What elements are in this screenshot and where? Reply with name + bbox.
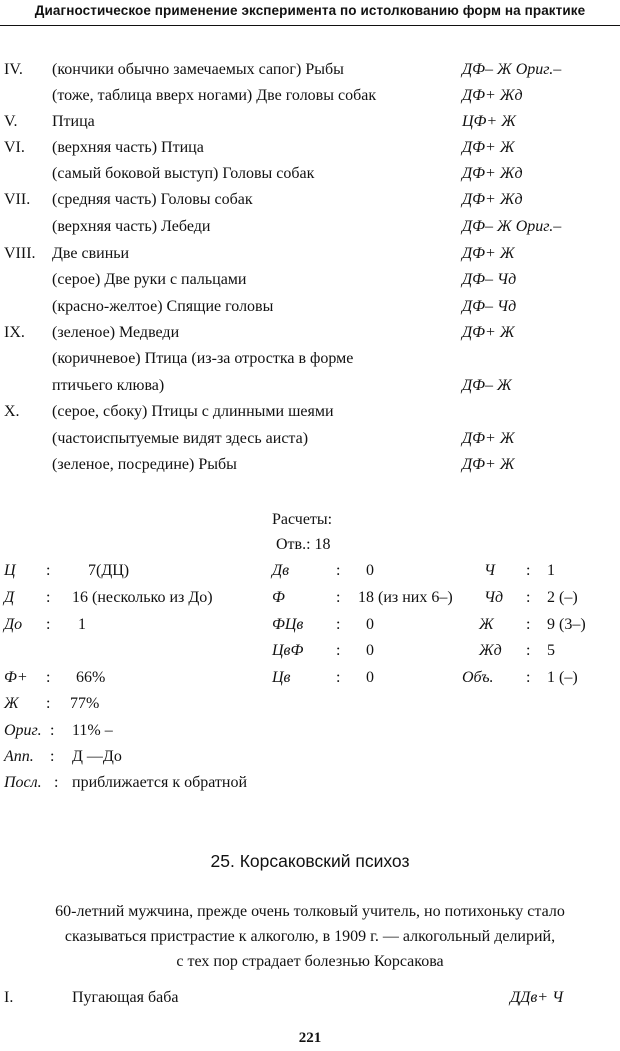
response-code: ДФ– Чд [462,271,517,288]
card-number: IX. [4,324,25,341]
section-title: 25. Корсаковский психоз [210,851,410,871]
calc-sep: : [526,562,531,579]
calc-key: Ф [272,589,285,606]
response-text: (красно-желтое) Спящие головы [52,298,274,315]
calc-key: Апп. [4,748,34,765]
calc-value: приближается к обратной [72,774,248,791]
calc-value: 77% [70,695,100,712]
case-intro-line: 60-летний мужчина, прежде очень толковый учитель, но потихоньку стало [55,903,565,920]
card-number: V. [4,113,18,130]
calc-key: Посл. [4,774,42,791]
response-code: ДДв+ Ч [510,989,564,1006]
calc-sep: : [526,589,531,606]
response-code: ДФ+ Жд [462,165,523,182]
calc-key: ФЦв [272,616,304,633]
calc-sep: : [336,669,341,686]
calc-value: 0 [366,616,374,633]
calc-sep: : [336,562,341,579]
calc-value: 1 [547,562,555,579]
card-number: X. [4,403,20,420]
calc-sep: : [50,748,55,765]
calc-value: 0 [366,669,374,686]
calc-key: Дв [272,562,290,579]
response-code: ДФ+ Ж [462,324,515,341]
calc-value: 5 [547,642,555,659]
response-text: (серое) Две руки с пальцами [52,271,247,288]
response-text: (верхняя часть) Лебеди [52,218,211,235]
response-code: ДФ– Ж Ориг.– [462,61,562,78]
calc-key: Цв [272,669,291,686]
response-text: (коричневое) Птица (из-за отростка в форме [52,350,354,367]
response-code: ДФ+ Жд [462,191,523,208]
calc-sep: : [46,669,51,686]
response-code: ДФ+ Ж [462,430,515,447]
response-text: птичьего клюва) [52,377,165,394]
calc-key: До [4,616,23,633]
calc-value: 9 (3–) [547,616,586,633]
response-text: Птица [52,113,95,130]
response-text: (средняя часть) Головы собак [52,191,253,208]
calc-value: 1 (–) [547,669,578,686]
calc-sep: : [46,562,51,579]
calc-sep: : [526,616,531,633]
calc-value: 1 [78,616,86,633]
calc-key: Жд [479,642,502,659]
response-text: (зеленое, посредине) Рыбы [52,456,237,473]
calc-value: 18 (из них 6–) [358,589,453,606]
response-text: (самый боковой выступ) Головы собак [52,165,315,182]
response-text: Пугающая баба [72,989,179,1006]
calc-key: Ц [4,562,16,579]
card-number: I. [4,989,14,1006]
calc-title: Расчеты: [272,511,333,528]
response-code: ДФ– Чд [462,298,517,315]
calc-key: Ж [4,695,19,712]
calc-total: Отв.: 18 [276,536,331,553]
page-number: 221 [298,1030,322,1046]
response-text: (тоже, таблица вверх ногами) Две головы собак [52,87,377,104]
card-number: VI. [4,139,25,156]
calc-value: 0 [366,562,374,579]
response-code: ДФ+ Ж [462,139,515,156]
calc-sep: : [336,642,341,659]
calc-value: 66% [76,669,106,686]
calc-sep: : [336,616,341,633]
calc-sep: : [54,774,59,791]
calc-value: Д —До [72,748,122,765]
response-code: ДФ– Ж [462,377,512,394]
calc-key: Ф+ [4,669,28,686]
calc-key: Объ. [462,669,494,686]
response-code: ДФ+ Жд [462,87,523,104]
calc-value: 0 [366,642,374,659]
response-code: ДФ+ Ж [462,456,515,473]
response-text: (кончики обычно замечаемых сапог) Рыбы [52,61,344,78]
calc-value: 16 (несколько из До) [72,589,213,606]
case-intro-line: сказываться пристрастие к алкоголю, в 1909 г. — алкогольный делирий, [64,928,556,945]
calc-sep: : [526,642,531,659]
calc-key: Д [4,589,15,606]
calc-sep: : [46,616,51,633]
calc-sep: : [46,589,51,606]
calc-value: 2 (–) [547,589,578,606]
calc-key: ЦвФ [272,642,304,659]
response-text: (верхняя часть) Птица [52,139,204,156]
calc-sep: : [336,589,341,606]
response-text: (серое, сбоку) Птицы с длинными шеями [52,403,334,420]
calc-key: Ориг. [4,722,42,739]
calc-value: 11% – [72,722,113,739]
response-text: Две свиньи [52,245,130,262]
running-header: Диагностическое применение эксперимента по истолкованию форм на практике [0,0,620,26]
calc-key: Ч [484,562,496,579]
response-code: ЦФ+ Ж [462,113,516,130]
response-code: ДФ+ Ж [462,245,515,262]
response-code: ДФ– Ж Ориг.– [462,218,562,235]
calc-sep: : [50,722,55,739]
response-text: (зеленое) Медведи [52,324,180,341]
card-number: IV. [4,61,23,78]
calc-sep: : [46,695,51,712]
calc-sep: : [526,669,531,686]
card-number: VII. [4,191,31,208]
calc-key: Чд [484,589,504,606]
case-intro-line: с тех пор страдает болезнью Корсакова [176,953,444,970]
card-number: VIII. [4,245,36,262]
response-text: (частоиспытуемые видят здесь аиста) [52,430,309,447]
calc-value: 7(ДЦ) [88,562,130,579]
calc-key: Ж [479,616,494,633]
